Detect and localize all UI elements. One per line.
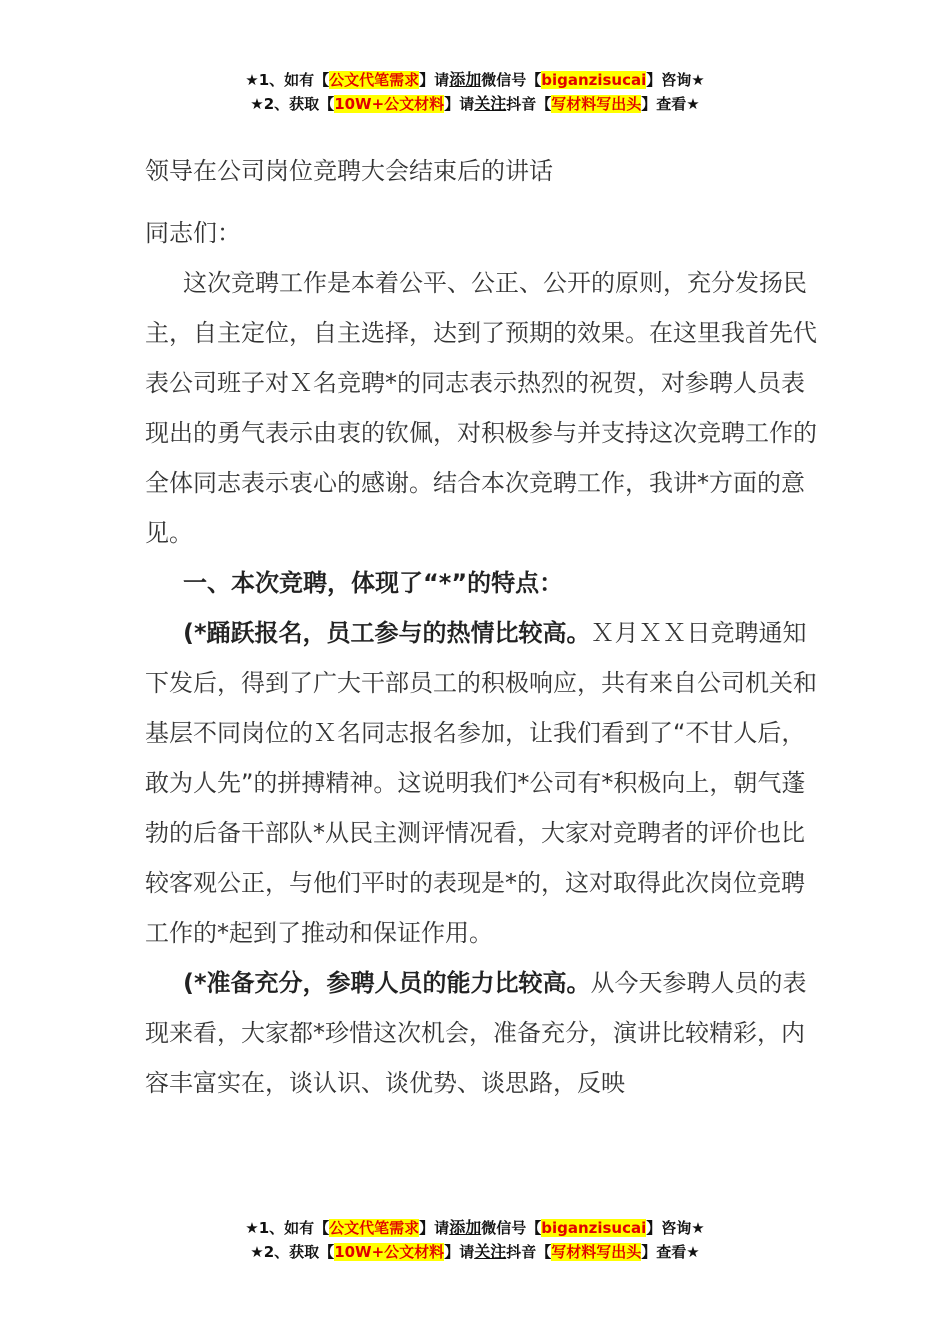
promo-text: 】咨询★ bbox=[646, 1219, 705, 1237]
promo-line-1 bbox=[0, 1216, 950, 1240]
greeting: 同志们： bbox=[145, 219, 241, 247]
promo-underlined: 添加 bbox=[449, 1218, 482, 1237]
paragraph-2-text: Ｘ月ＸＸ日竞聘通知下发后，得到了广大干部员工的积极响应，共有来自公司机关和基层不同岗位的Ｘ名同志报名参加，让我们看到了“不甘人后，敢为人先”的拼搏精神。这说明我们*公司有*积极向上，朝气蓬勃的后备干部队*从民主测评情况看，大家对竞聘者的评价也比较客观公正，与他们平时的表现是*的，这对取得此次岗位竞聘工作的*起到了推动和保证作用。 bbox=[145, 619, 817, 947]
promo-underlined: 关注 bbox=[474, 94, 507, 113]
promo-text: ★1、如有【 bbox=[245, 71, 330, 89]
promo-highlight: 写材料写出头 bbox=[551, 1243, 642, 1261]
paragraph-1: 这次竞聘工作是本着公平、公正、公开的原则，充分发扬民主，自主定位，自主选择，达到了预期的效果。在这里我首先代表公司班子对Ｘ名竞聘*的同志表示热烈的祝贺，对参聘人员表现出的勇气表示由衷的钦佩，对积极参与并支持这次竞聘工作的全体同志表示衷心的感谢。结合本次竞聘工作，我讲*方面的意见。 bbox=[145, 269, 817, 547]
promo-text: ★1、如有【 bbox=[245, 1219, 330, 1237]
promo-underlined: 添加 bbox=[449, 70, 482, 89]
promo-highlight: 公文代笔需求 bbox=[329, 1219, 420, 1237]
paragraph-2 bbox=[145, 608, 825, 958]
promo-text: 抖音【 bbox=[506, 1243, 552, 1261]
promo-banner-bottom bbox=[0, 1216, 950, 1264]
promo-text: 】查看★ bbox=[641, 95, 700, 113]
promo-text: 】请 bbox=[419, 1219, 450, 1237]
promo-underlined: 关注 bbox=[474, 1242, 507, 1261]
promo-text: 抖音【 bbox=[506, 95, 552, 113]
document-body bbox=[145, 146, 825, 1108]
promo-highlight: 写材料写出头 bbox=[551, 95, 642, 113]
promo-highlight: 10W+公文材料 bbox=[334, 1243, 445, 1261]
promo-highlight: 10W+公文材料 bbox=[334, 95, 445, 113]
paragraph-3 bbox=[145, 958, 825, 1108]
section-heading-1: 一、本次竞聘，体现了“*”的特点： bbox=[183, 569, 564, 597]
promo-highlight: 公文代笔需求 bbox=[329, 71, 420, 89]
promo-text: 】请 bbox=[444, 1243, 475, 1261]
promo-text: 】请 bbox=[419, 71, 450, 89]
promo-highlight: biganzisucai bbox=[541, 71, 647, 89]
promo-text: 微信号【 bbox=[481, 71, 542, 89]
promo-text: ★2、获取【 bbox=[250, 95, 335, 113]
paragraph-3-text: 从今天参聘人员的表现来看，大家都*珍惜这次机会，准备充分，演讲比较精彩，内容丰富实在，谈认识、谈优势、谈思路，反映 bbox=[145, 969, 807, 1097]
promo-line-2 bbox=[0, 92, 950, 116]
promo-line-1 bbox=[0, 68, 950, 92]
promo-text: 】请 bbox=[444, 95, 475, 113]
document-title: 领导在公司岗位竞聘大会结束后的讲话 bbox=[145, 157, 553, 185]
promo-text: 微信号【 bbox=[481, 1219, 542, 1237]
promo-line-2 bbox=[0, 1240, 950, 1264]
paragraph-2-lead: (*踊跃报名，员工参与的热情比较高。 bbox=[183, 619, 591, 647]
promo-highlight: biganzisucai bbox=[541, 1219, 647, 1237]
promo-text: ★2、获取【 bbox=[250, 1243, 335, 1261]
promo-text: 】查看★ bbox=[641, 1243, 700, 1261]
promo-banner-top bbox=[0, 68, 950, 116]
promo-text: 】咨询★ bbox=[646, 71, 705, 89]
paragraph-3-lead: (*准备充分，参聘人员的能力比较高。 bbox=[183, 969, 591, 997]
